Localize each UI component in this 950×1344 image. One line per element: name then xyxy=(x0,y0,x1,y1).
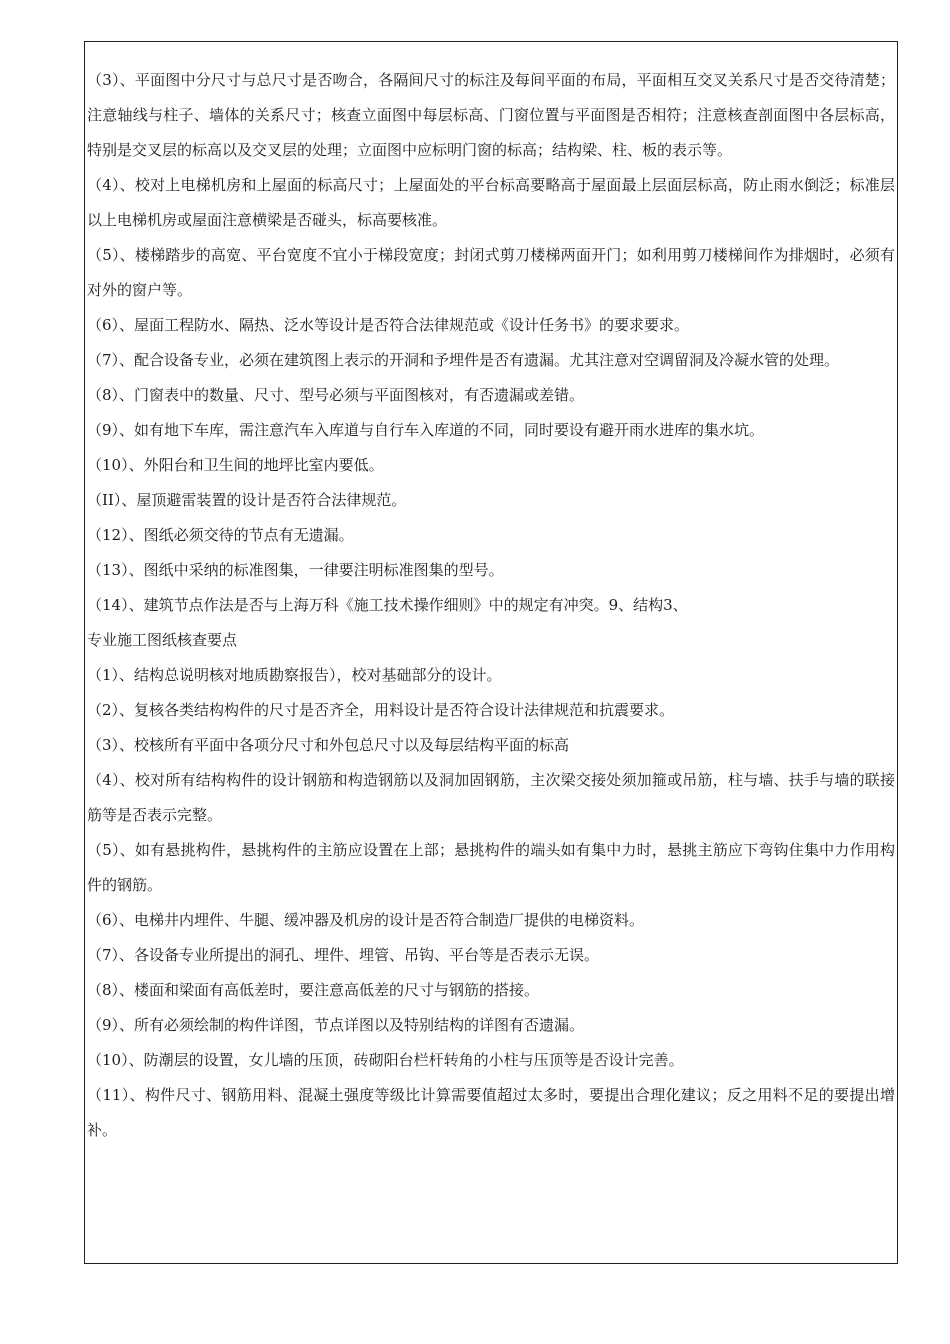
paragraph-struct-9: （9）、所有必须绘制的构件详图，节点详图以及特别结构的详图有否遗漏。 xyxy=(87,1016,585,1034)
paragraph-arch-4: （4）、校对上电梯机房和上屋面的标高尺寸；上屋面处的平台标高要略高于屋面最上层面层标高，防止雨水倒泛；标准层以上电梯机房或屋面注意横梁是否碰头，标高要核准。 xyxy=(87,176,895,229)
paragraph-struct-1: （1）、结构总说明核对地质勘察报告），校对基础部分的设计。 xyxy=(87,666,502,684)
paragraph-arch-12: （12）、图纸必须交待的节点有无遗漏。 xyxy=(87,526,354,544)
paragraph-arch-3: （3）、平面图中分尺寸与总尺寸是否吻合，各隔间尺寸的标注及每间平面的布局，平面相互交叉关系尺寸是否交待清楚；注意轴线与柱子、墙体的关系尺寸；核查立面图中每层标高、门窗位置与平面图是否相符；注意核查剖面图中各层标高，特别是交叉层的标高以及交叉层的处理；立面图中应标明门窗的标高；结构梁、柱、板的表示等。 xyxy=(87,71,895,159)
paragraph-struct-6: （6）、电梯井内埋件、牛腿、缓冲器及机房的设计是否符合制造厂提供的电梯资料。 xyxy=(87,911,645,929)
paragraph-arch-8: （8）、门窗表中的数量、尺寸、型号必须与平面图核对，有否遗漏或差错。 xyxy=(87,386,585,404)
paragraph-struct-11: （11）、构件尺寸、钢筋用料、混凝土强度等级比计算需要值超过太多时，要提出合理化建议；反之用料不足的要提出增补。 xyxy=(87,1086,895,1139)
paragraph-struct-3: （3）、校核所有平面中各项分尺寸和外包总尺寸以及每层结构平面的标高 xyxy=(87,736,570,754)
paragraph-struct-8: （8）、楼面和梁面有高低差时，要注意高低差的尺寸与钢筋的搭接。 xyxy=(87,981,540,999)
paragraph-arch-14: （14）、建筑节点作法是否与上海万科《施工技术操作细则》中的规定有冲突。9、结构3、 xyxy=(87,596,688,614)
paragraph-struct-2: （2）、复核各类结构构件的尺寸是否齐全，用料设计是否符合设计法律规范和抗震要求。 xyxy=(87,701,675,719)
paragraph-arch-10: （10）、外阳台和卫生间的地坪比室内要低。 xyxy=(87,456,384,474)
paragraph-struct-7: （7）、各设备专业所提出的洞孔、埋件、埋管、吊钩、平台等是否表示无误。 xyxy=(87,946,600,964)
paragraph-arch-13: （13）、图纸中采纳的标准图集，一律要注明标准图集的型号。 xyxy=(87,561,504,579)
paragraph-struct-5: （5）、如有悬挑构件，悬挑构件的主筋应设置在上部；悬挑构件的端头如有集中力时，悬挑主筋应下弯钩住集中力作用构件的钢筋。 xyxy=(87,841,895,894)
document-body xyxy=(87,63,895,1148)
paragraph-struct-4: （4）、校对所有结构构件的设计钢筋和构造钢筋以及洞加固钢筋，主次梁交接处须加箍或吊筋，柱与墙、扶手与墙的联接筋等是否表示完整。 xyxy=(87,771,895,824)
paragraph-arch-5: （5）、楼梯踏步的高宽、平台宽度不宜小于梯段宽度；封闭式剪刀楼梯两面开门；如利用剪刀楼梯间作为排烟时，必须有对外的窗户等。 xyxy=(87,246,895,299)
section-heading-structure: 专业施工图纸核查要点 xyxy=(87,631,238,649)
paragraph-arch-6: （6）、屋面工程防水、隔热、泛水等设计是否符合法律规范或《设计任务书》的要求要求。 xyxy=(87,316,690,334)
paragraph-arch-11: （II）、屋顶避雷装置的设计是否符合法律规范。 xyxy=(87,491,407,509)
paragraph-struct-10: （10）、防潮层的设置，女儿墙的压顶，砖砌阳台栏杆转角的小柱与压顶等是否设计完善。 xyxy=(87,1051,684,1069)
paragraph-arch-7: （7）、配合设备专业，必须在建筑图上表示的开洞和予埋件是否有遗漏。尤其注意对空调留洞及冷凝水管的处理。 xyxy=(87,351,840,369)
paragraph-arch-9: （9）、如有地下车库，需注意汽车入库道与自行车入库道的不同，同时要设有避开雨水进库的集水坑。 xyxy=(87,421,765,439)
